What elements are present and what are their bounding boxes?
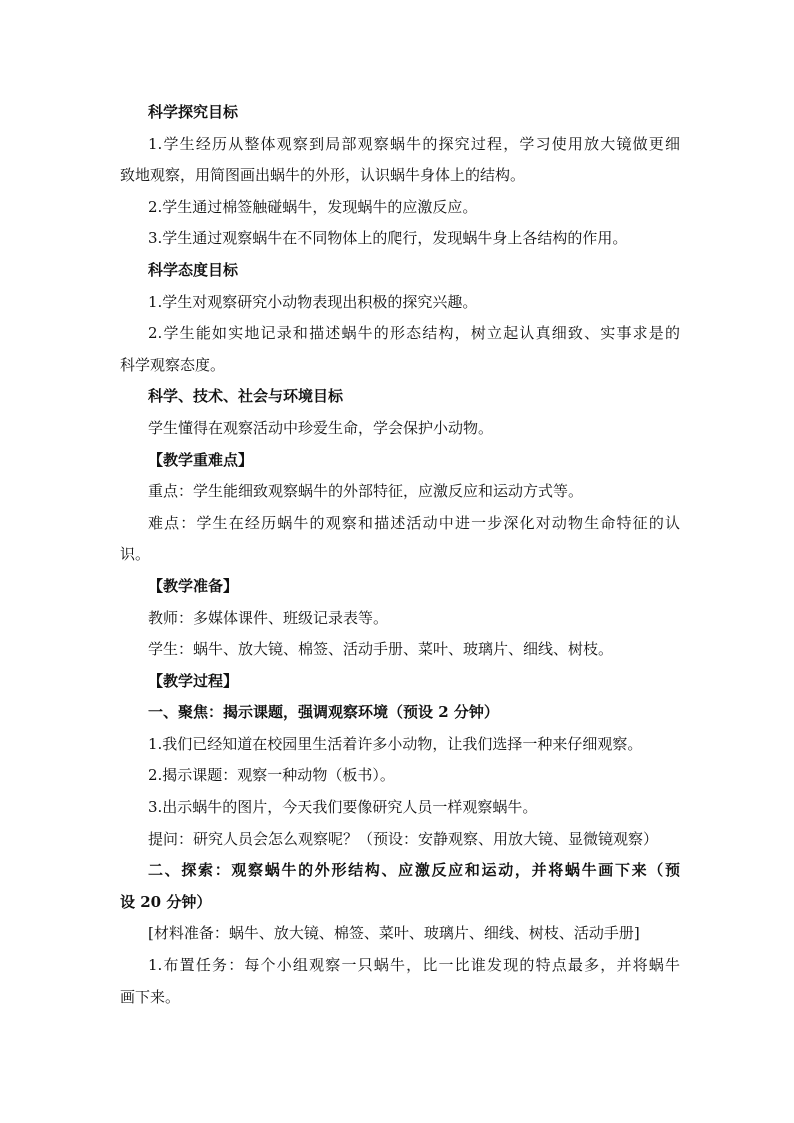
paragraph-line: 难点：学生在经历蜗牛的观察和描述活动中进一步深化对动物生命特征的认 xyxy=(148,513,680,532)
section-heading: 设 20 分钟） xyxy=(120,892,212,911)
paragraph-line: 1.我们已经知道在校园里生活着许多小动物，让我们选择一种来仔细观察。 xyxy=(148,734,643,753)
paragraph-line: 2.学生能如实地记录和描述蜗牛的形态结构，树立起认真细致、实事求是的 xyxy=(148,324,680,343)
section-heading: 一、聚焦：揭示课题，强调观察环境（预设 2 分钟） xyxy=(148,703,499,722)
section-heading: 科学探究目标 xyxy=(148,103,239,121)
paragraph-line: 1.学生经历从整体观察到局部观察蜗牛的探究过程，学习使用放大镜做更细 xyxy=(148,134,680,153)
paragraph-line: 画下来。 xyxy=(120,987,181,1006)
paragraph-line: 学生：蜗牛、放大镜、棉签、活动手册、菜叶、玻璃片、细线、树枝。 xyxy=(148,640,614,659)
document-body xyxy=(120,97,680,1013)
paragraph-line: 3.学生通过观察蜗牛在不同物体上的爬行，发现蜗牛身上各结构的作用。 xyxy=(148,229,628,248)
paragraph-line: 提问：研究人员会怎么观察呢？（预设：安静观察、用放大镜、显微镜观察） xyxy=(148,829,659,848)
section-heading: 【教学过程】 xyxy=(148,671,239,690)
paragraph-line: 3.出示蜗牛的图片，今天我们要像研究人员一样观察蜗牛。 xyxy=(148,798,538,817)
paragraph-line: [材料准备：蜗牛、放大镜、棉签、菜叶、玻璃片、细线、树枝、活动手册] xyxy=(148,924,640,943)
paragraph-line: 学生懂得在观察活动中珍爱生命，学会保护小动物。 xyxy=(148,418,494,437)
paragraph-line: 识。 xyxy=(120,545,151,564)
section-heading: 二、探索：观察蜗牛的外形结构、应激反应和运动，并将蜗牛画下来（预 xyxy=(148,861,680,880)
section-heading: 【教学准备】 xyxy=(148,576,239,595)
paragraph-line: 重点：学生能细致观察蜗牛的外部特征，应激反应和运动方式等。 xyxy=(148,482,584,501)
section-heading: 【教学重难点】 xyxy=(148,450,254,469)
paragraph-line: 教师：多媒体课件、班级记录表等。 xyxy=(148,608,389,627)
section-heading: 科学态度目标 xyxy=(148,260,239,279)
paragraph-line: 科学观察态度。 xyxy=(120,355,226,374)
paragraph-line: 致地观察，用简图画出蜗牛的外形，认识蜗牛身体上的结构。 xyxy=(120,166,526,185)
paragraph-line: 2.揭示课题：观察一种动物（板书）。 xyxy=(148,766,395,785)
paragraph-line: 1.布置任务：每个小组观察一只蜗牛，比一比谁发现的特点最多，并将蜗牛 xyxy=(148,956,680,975)
paragraph-line: 1.学生对观察研究小动物表现出积极的探究兴趣。 xyxy=(148,292,478,311)
paragraph-line: 2.学生通过棉签触碰蜗牛，发现蜗牛的应激反应。 xyxy=(148,197,478,216)
section-heading: 科学、技术、社会与环境目标 xyxy=(148,387,344,406)
